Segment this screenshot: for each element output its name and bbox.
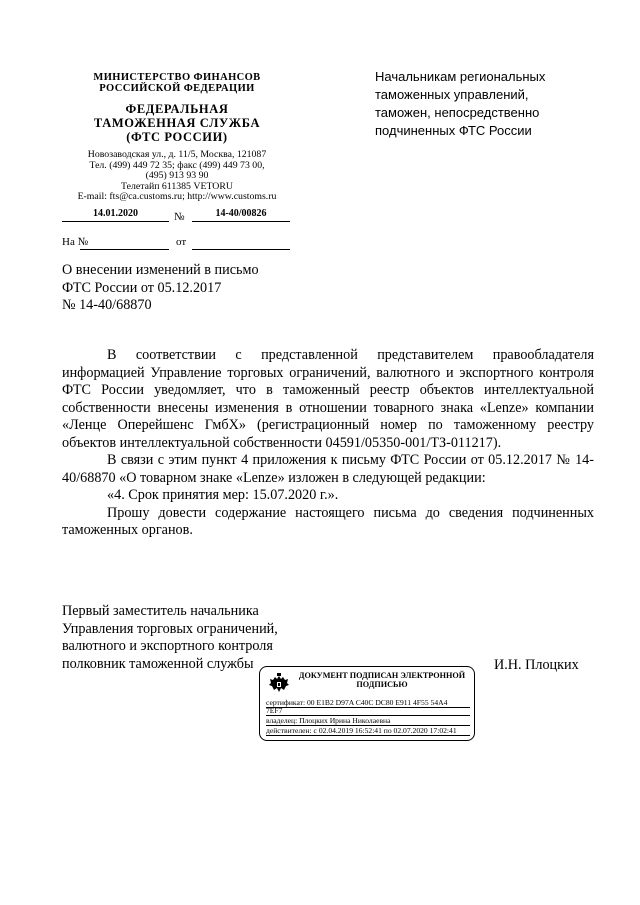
stamp-validity: действителен: с 02.04.2019 16:52:41 по 02.07.2020 17:02:41 bbox=[266, 727, 470, 736]
electronic-signature-stamp bbox=[259, 666, 475, 741]
service-line: ФЕДЕРАЛЬНАЯ bbox=[125, 102, 229, 116]
signer-name: И.Н. Плоцких bbox=[494, 657, 579, 673]
subject-line: № 14-40/68870 bbox=[62, 297, 152, 313]
reference-number-label: На № bbox=[62, 236, 89, 248]
registration-number: 14-40/00826 bbox=[192, 208, 290, 222]
registration-date: 14.01.2020 bbox=[62, 208, 169, 222]
body-paragraph: Прошу довести содержание настоящего письма до сведения подчиненных таможенных органов. bbox=[62, 504, 594, 538]
signer-line: полковник таможенной службы bbox=[62, 655, 254, 672]
stamp-title-line: ДОКУМЕНТ ПОДПИСАН ЭЛЕКТРОННОЙ bbox=[298, 671, 466, 680]
contact-line: Тел. (499) 449 72 35; факс (499) 449 73 00, bbox=[89, 159, 265, 171]
addressee-line: подчиненных ФТС России bbox=[375, 123, 532, 138]
reference-date-line bbox=[192, 249, 290, 250]
ministry-line: РОССИЙСКОЙ ФЕДЕРАЦИИ bbox=[99, 83, 255, 94]
subject-line: О внесении изменений в письмо bbox=[62, 262, 259, 278]
stamp-certificate: сертификат: 00 E1B2 D97A C40C DC80 E911 4F55 54A4 bbox=[266, 699, 470, 708]
addressee-line: таможен, непосредственно bbox=[375, 105, 540, 120]
body-quote: «4. Срок принятия мер: 15.07.2020 г.». bbox=[107, 487, 339, 503]
registration-number-sign: № bbox=[174, 211, 185, 223]
service-line: (ФТС РОССИИ) bbox=[126, 130, 228, 144]
addressee bbox=[375, 68, 615, 140]
addressee-line: Начальникам региональных bbox=[375, 69, 546, 84]
reference-from-label: от bbox=[176, 236, 187, 248]
letter-body bbox=[62, 347, 594, 540]
contact-line: Телетайп 611385 VETORU bbox=[121, 180, 233, 192]
sender-contacts bbox=[60, 150, 294, 203]
signer-line: Управления торговых ограничений, bbox=[62, 620, 278, 637]
contact-line: (495) 913 93 90 bbox=[145, 170, 209, 181]
subject-line: ФТС России от 05.12.2017 bbox=[62, 279, 222, 296]
signer-line: валютного и экспортного контроля bbox=[62, 638, 273, 654]
stamp-title-line: ПОДПИСЬЮ bbox=[356, 680, 408, 689]
letter-subject bbox=[62, 262, 322, 315]
contact-line: Новозаводская ул., д. 11/5, Москва, 121087 bbox=[87, 149, 267, 160]
addressee-line: таможенных управлений, bbox=[375, 87, 529, 102]
sender-service bbox=[62, 102, 292, 144]
stamp-title bbox=[294, 671, 470, 689]
double-headed-eagle-icon bbox=[266, 671, 292, 697]
reference-number-line bbox=[80, 249, 169, 250]
signer-line: Первый заместитель начальника bbox=[62, 603, 259, 619]
stamp-certificate-cont: 7EF7 bbox=[266, 707, 470, 716]
signer-position bbox=[62, 603, 322, 673]
sender-ministry bbox=[62, 72, 292, 94]
contact-line: E-mail: fts@ca.customs.ru; http://www.customs.ru bbox=[77, 191, 277, 202]
body-paragraph: В связи с этим пункт 4 приложения к письму ФТС России от 05.12.2017 № 14-40/68870 «О товарном знаке «Lenze» изложен в следующей редакции: bbox=[62, 452, 594, 486]
ministry-line: МИНИСТЕРСТВО ФИНАНСОВ bbox=[93, 72, 261, 83]
service-line: ТАМОЖЕННАЯ СЛУЖБА bbox=[93, 116, 261, 130]
stamp-owner: владелец: Плоцких Ирина Николаевна bbox=[266, 717, 470, 726]
body-paragraph: В соответствии с представленной представителем правообладателя информацией Управление торговых ограничений, валютного и экспортного контроля ФТС России уведомляет, что в таможенный реестр объектов интеллектуальной собственности внесены изменения в отношении товарного знака «Lenze» компании «Ленце Оперейшенс ГмбХ» (регистрационный номер по таможенному реестру объектов интеллектуальной собственности 04591/05350-001/ТЗ-011217). bbox=[62, 347, 594, 451]
